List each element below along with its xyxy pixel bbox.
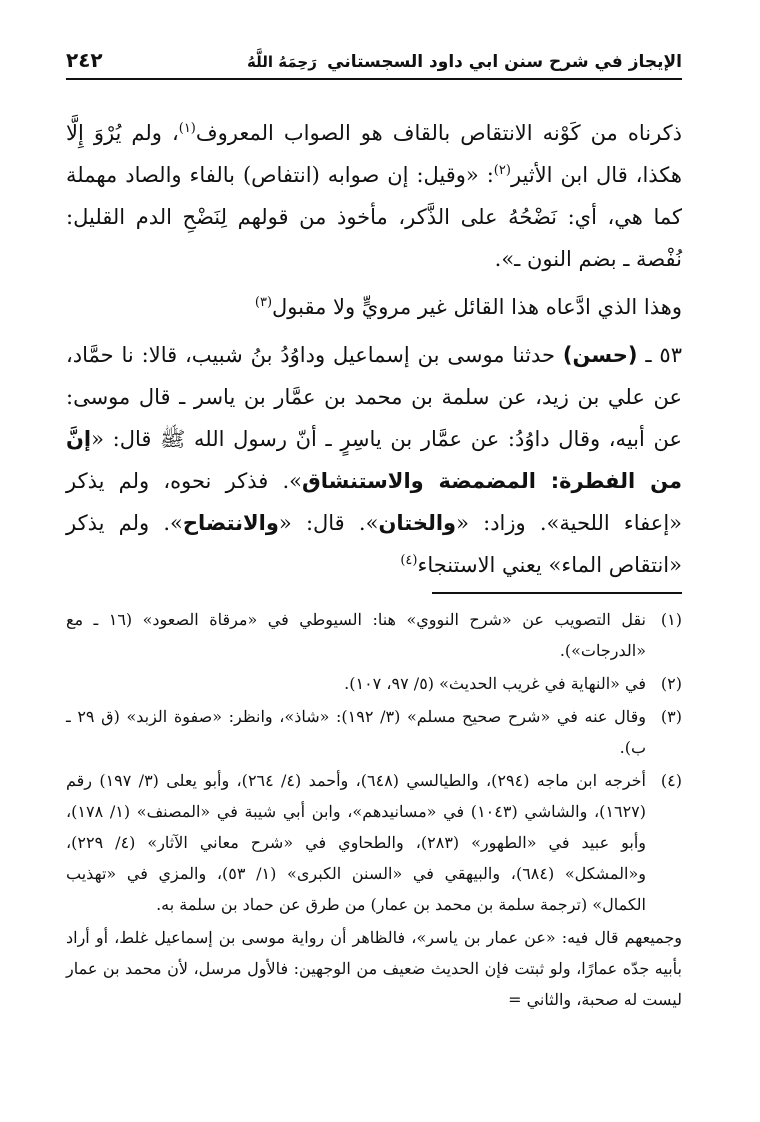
main-text bbox=[66, 112, 682, 586]
header-title: الإيجاز في شرح سنن ابي داود السجستاني bbox=[327, 52, 682, 72]
footnote-mark: (٣) bbox=[660, 707, 682, 726]
footnote-mark: (٤) bbox=[660, 771, 682, 790]
footnote-ref-4: (٤) bbox=[400, 553, 418, 568]
paragraph-1 bbox=[66, 112, 682, 280]
footnote-text: أخرجه ابن ماجه (٢٩٤)، والطيالسي (٦٤٨)، وأحمد (٤/ ٢٦٤)، وأبو يعلى (٣/ ١٩٧) رقم (١٦٢٧)، والشاشي (١٠٤٣) في «مسانيدهم»، وابن أبي شيبة في «المصنف» (١/ ١٧٨)، وأبو عبيد في «الطهور» (٢٨٣)، والطحاوي في «شرح معاني الآثار» (٤/ ٢٢٩)، و«المشكل» (٦٨٤)، والبيهقي في «السنن الكبرى» (١/ ٥٣)، والمزي في «تهذيب الكمال» (ترجمة سلمة بن محمد بن عمار) من طرق عن حماد بن سلمة به. bbox=[66, 771, 647, 914]
footnote-3 bbox=[66, 701, 682, 763]
footnote-text: وقال عنه في «شرح صحيح مسلم» (٣/ ١٩٢): «شاذ»، وانظر: «صفوة الزبد» (ق ٢٩ ـ ب). bbox=[66, 707, 646, 757]
hadith-matn-2: والختان bbox=[378, 511, 457, 535]
footnote-ref-1: (١) bbox=[178, 121, 196, 136]
hadith-grade: (حسن) bbox=[562, 343, 638, 367]
hadith-text-d: ». قال: « bbox=[278, 511, 379, 535]
running-header bbox=[66, 48, 682, 80]
paragraph-1-text-a: ذكرناه من كَوْنه الانتقاص بالقاف هو الصواب المعروف bbox=[195, 121, 683, 145]
paragraph-1-text-b: ، ولم يُرْوَ إِلَّا هكذا، قال ابن الأثير bbox=[66, 121, 682, 187]
hadith-matn-1: إنَّ من الفطرة: المضمضة والاستنشاق bbox=[66, 427, 682, 493]
hadith-text-e: ». ولم يذكر «انتقاص الماء» يعني الاستنجاء bbox=[66, 511, 682, 577]
footnote-ref-2: (٢) bbox=[493, 163, 511, 178]
footnote-continuation: وجميعهم قال فيه: «عن عمار بن ياسر»، فالظاهر أن رواية موسى بن إسماعيل غلط، أو أراد بأبيه جدّه عمارًا، ولو ثبتت فإن الحديث ضعيف من الوجهين: فالأول مرسل، لأن محمد بن عمار ليست له صحبة، والثاني = bbox=[66, 928, 683, 1009]
footnote-4 bbox=[66, 765, 682, 920]
footnote-separator bbox=[432, 592, 682, 594]
paragraph-1-text-c: : «وقيل: إن صوابه (انتفاص) بالفاء والصاد مهملة كما هي، أي: نَضْحُهُ على الذَّكر، مأخوذ من قولهم لِنَضْحِ الدم القليل: نُفْصة ـ بضم النون ـ». bbox=[66, 163, 682, 271]
footnotes bbox=[66, 604, 682, 1015]
footnote-mark: (٢) bbox=[660, 674, 682, 693]
hadith-isnad: حدثنا موسى بن إسماعيل وداوُدُ بنُ شبيب، قالا: نا حمَّاد، عن علي بن زيد، عن سلمة بن محمد بن عمَّار بن ياسر ـ قال موسى: عن أبيه، وقال داوُدُ: عن عمَّار بن ياسِرٍ ـ أنّ رسول الله ﷺ قال: « bbox=[66, 343, 682, 451]
hadith-matn-3: والانتضاح bbox=[182, 511, 279, 535]
footnote-1 bbox=[66, 604, 682, 666]
footnote-mark: (١) bbox=[660, 610, 682, 629]
footnote-text: نقل التصويب عن «شرح النووي» هنا: السيوطي في «مرقاة الصعود» (١٦ ـ مع «الدرجات»). bbox=[66, 610, 646, 660]
header-title-group bbox=[247, 51, 682, 72]
header-honorific: رَحِمَهُ اللَّهُ bbox=[247, 53, 317, 71]
page-number: ٢٤٢ bbox=[66, 48, 103, 72]
hadith-53 bbox=[66, 334, 682, 586]
footnote-2 bbox=[66, 668, 682, 699]
paragraph-2 bbox=[66, 286, 682, 328]
hadith-number: ٥٣ ـ bbox=[637, 343, 682, 367]
footnote-ref-3: (٣) bbox=[254, 295, 273, 310]
footnote-text: في «النهاية في غريب الحديث» (٥/ ٩٧، ١٠٧). bbox=[344, 674, 646, 693]
paragraph-2-text: وهذا الذي ادَّعاه هذا القائل غير مرويٍّ ولا مقبول bbox=[272, 295, 682, 319]
hadith-text-c: ». فذكر نحوه، ولم يذكر «إعفاء اللحية». وزاد: « bbox=[66, 469, 683, 535]
